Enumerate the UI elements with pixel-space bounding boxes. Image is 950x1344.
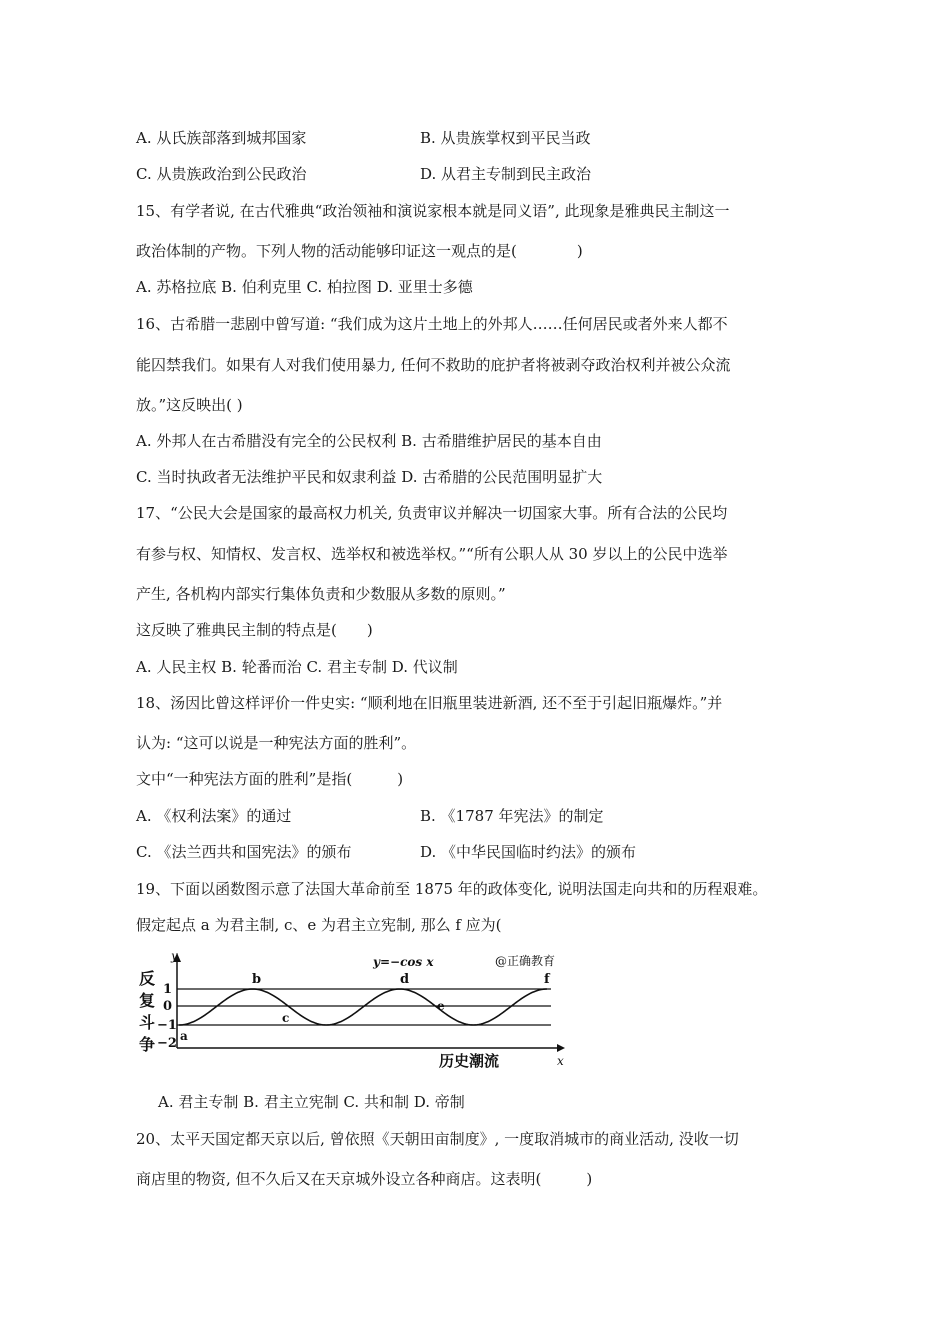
q16-stem-line-2: 能囚禁我们。如果有人对我们使用暴力, 任何不救助的庇护者将被剥夺政治权利并被公众流 — [136, 356, 731, 374]
q18-option-d: D. 《中华民国临时约法》的颁布 — [420, 843, 637, 861]
q18-stem-line-1: 18、汤因比曾这样评价一件史实: “顺利地在旧瓶里装进新酒, 还不至于引起旧瓶爆炸。”并 — [136, 694, 723, 712]
q20-stem-line-1: 20、太平天国定都天京以后, 曾依照《天朝田亩制度》, 一度取消城市的商业活动, 没收一切 — [136, 1130, 739, 1148]
q18-option-b: B. 《1787 年宪法》的制定 — [420, 807, 604, 825]
y-axis-symbol: y — [171, 949, 178, 963]
y-tick-0: 0 — [163, 999, 173, 1014]
q17-options: A. 人民主权 B. 轮番而治 C. 君主专制 D. 代议制 — [136, 658, 458, 676]
point-c-label: c — [282, 1011, 290, 1025]
q18-option-a: A. 《权利法案》的通过 — [136, 807, 292, 825]
x-axis-arrow — [557, 1044, 565, 1052]
q14-option-c: C. 从贵族政治到公民政治 — [136, 165, 307, 183]
y-axis-title-char-1: 反 — [139, 969, 156, 988]
y-tick-minus-2: −2 — [157, 1036, 177, 1051]
q18-stem-line-2: 认为: “这可以说是一种宪法方面的胜利”。 — [136, 734, 417, 752]
q14-option-a: A. 从氏族部落到城邦国家 — [136, 129, 307, 147]
q18-stem-line-3: 文中“一种宪法方面的胜利”是指( ) — [136, 770, 404, 788]
q16-options-line-2: C. 当时执政者无法维护平民和奴隶利益 D. 古希腊的公民范围明显扩大 — [136, 468, 603, 486]
q19-options: A. 君主专制 B. 君主立宪制 C. 共和制 D. 帝制 — [158, 1093, 465, 1111]
q15-stem-line-2: 政治体制的产物。下列人物的活动能够印证这一观点的是( ) — [136, 242, 583, 260]
q19-stem-line-2: 假定起点 a 为君主制, c、e 为君主立宪制, 那么 f 应为( — [136, 916, 502, 934]
q18-option-c: C. 《法兰西共和国宪法》的颁布 — [136, 843, 352, 861]
y-tick-1: 1 — [163, 982, 173, 997]
point-f-label: f — [544, 972, 550, 987]
watermark: @正确教育 — [495, 954, 556, 968]
cosine-history-graph — [133, 948, 573, 1070]
q20-stem-line-2: 商店里的物资, 但不久后又在天京城外设立各种商店。这表明( ) — [136, 1170, 593, 1188]
q17-stem-line-1: 17、“公民大会是国家的最高权力机关, 负责审议并解决一切国家大事。所有合法的公民均 — [136, 504, 728, 522]
x-axis-symbol: x — [557, 1054, 564, 1068]
q16-stem-line-1: 16、古希腊一悲剧中曾写道: “我们成为这片土地上的外邦人……任何居民或者外来人都不 — [136, 315, 728, 333]
q15-options: A. 苏格拉底 B. 伯利克里 C. 柏拉图 D. 亚里士多德 — [136, 278, 473, 296]
point-d-label: d — [400, 972, 410, 987]
function-label: y=−cos x — [373, 955, 434, 969]
q17-stem-line-4: 这反映了雅典民主制的特点是( ) — [136, 621, 373, 639]
x-axis-label: 历史潮流 — [439, 1052, 500, 1070]
q14-option-d: D. 从君主专制到民主政治 — [420, 165, 592, 183]
q15-stem-line-1: 15、有学者说, 在古代雅典“政治领袖和演说家根本就是同义语”, 此现象是雅典民主制这一 — [136, 202, 730, 220]
y-axis-title-char-3: 斗 — [139, 1013, 156, 1032]
y-tick-minus-1: −1 — [157, 1018, 177, 1033]
q17-stem-line-2: 有参与权、知情权、发言权、选举权和被选举权。”“所有公职人从 30 岁以上的公民中选举 — [136, 545, 728, 563]
q16-stem-line-3: 放。”这反映出( ) — [136, 396, 243, 414]
q19-stem-line-1: 19、下面以函数图示意了法国大革命前至 1875 年的政体变化, 说明法国走向共和的历程艰难。 — [136, 880, 768, 898]
point-b-label: b — [252, 972, 262, 987]
cosine-curve — [179, 989, 547, 1025]
q16-options-line-1: A. 外邦人在古希腊没有完全的公民权利 B. 古希腊维护居民的基本自由 — [136, 432, 602, 450]
point-a-label: a — [180, 1029, 188, 1043]
y-axis-title-char-4: 争 — [139, 1035, 156, 1054]
point-e-label: e — [437, 999, 445, 1013]
q14-option-b: B. 从贵族掌权到平民当政 — [420, 129, 591, 147]
y-axis-title-char-2: 复 — [139, 991, 156, 1010]
q17-stem-line-3: 产生, 各机构内部实行集体负责和少数服从多数的原则。” — [136, 585, 506, 603]
